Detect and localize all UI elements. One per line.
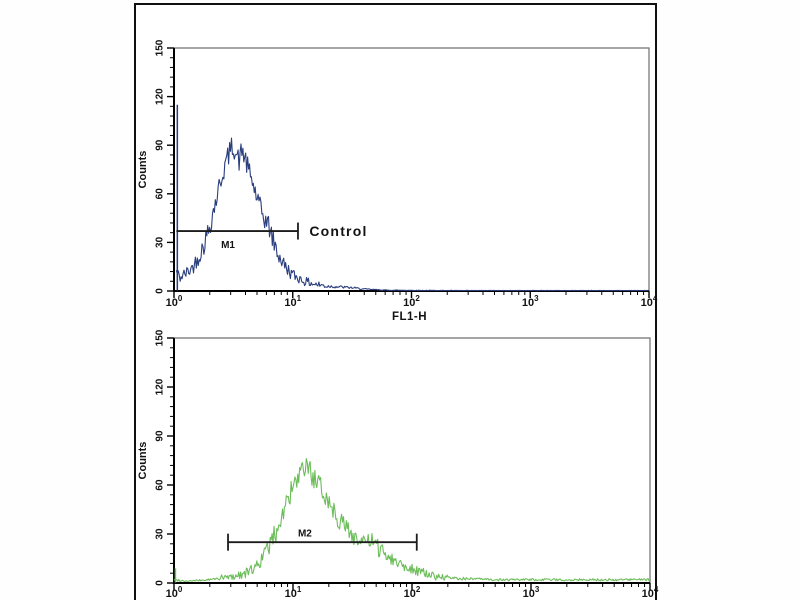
x-tick-label: $10^0$ [165, 294, 183, 309]
control-histogram-panel [137, 39, 658, 323]
y-axis-title: Counts [136, 150, 149, 189]
marker-label: M1 [221, 240, 235, 252]
x-tick-label: $10^2$ [403, 294, 420, 309]
control-IgG-histogram-curve [176, 138, 648, 291]
y-axis-ticks [155, 329, 174, 586]
y-tick-label: 60 [154, 479, 166, 491]
plot-box [174, 338, 650, 583]
x-axis-ticks [166, 291, 658, 309]
antibody-histogram-panel [137, 329, 659, 600]
y-tick-label: 30 [154, 236, 166, 248]
y-axis-ticks [155, 39, 174, 294]
x-axis-title: FL1-H [391, 311, 428, 323]
y-tick-label: 0 [154, 288, 166, 294]
x-tick-label: $10^4$ [641, 585, 659, 600]
antibody-stained-histogram-curve [174, 459, 650, 582]
x-tick-label: $10^3$ [522, 585, 540, 600]
gate-marker-M2 [228, 528, 417, 550]
x-tick-label: $10^1$ [284, 294, 302, 309]
y-axis-title: Counts [136, 441, 149, 480]
x-tick-label: $10^2$ [403, 585, 421, 600]
x-tick-label: $10^1$ [284, 585, 302, 600]
y-tick-label: 30 [154, 528, 166, 540]
marker-annotation: Control [309, 222, 368, 239]
y-tick-label: 150 [154, 329, 166, 347]
y-tick-label: 120 [154, 88, 166, 105]
marker-label: M2 [297, 528, 312, 540]
x-tick-label: $10^0$ [165, 585, 183, 600]
x-tick-label: $10^3$ [521, 294, 539, 309]
y-tick-label: 90 [154, 139, 166, 151]
plot-box [174, 48, 649, 291]
y-tick-label: 60 [154, 188, 166, 200]
x-tick-label: $10^4$ [640, 294, 658, 309]
y-tick-label: 120 [154, 378, 166, 396]
y-tick-label: 90 [154, 430, 166, 442]
x-axis-ticks [166, 583, 659, 600]
y-tick-label: 0 [154, 580, 166, 586]
y-tick-label: 150 [154, 39, 166, 57]
